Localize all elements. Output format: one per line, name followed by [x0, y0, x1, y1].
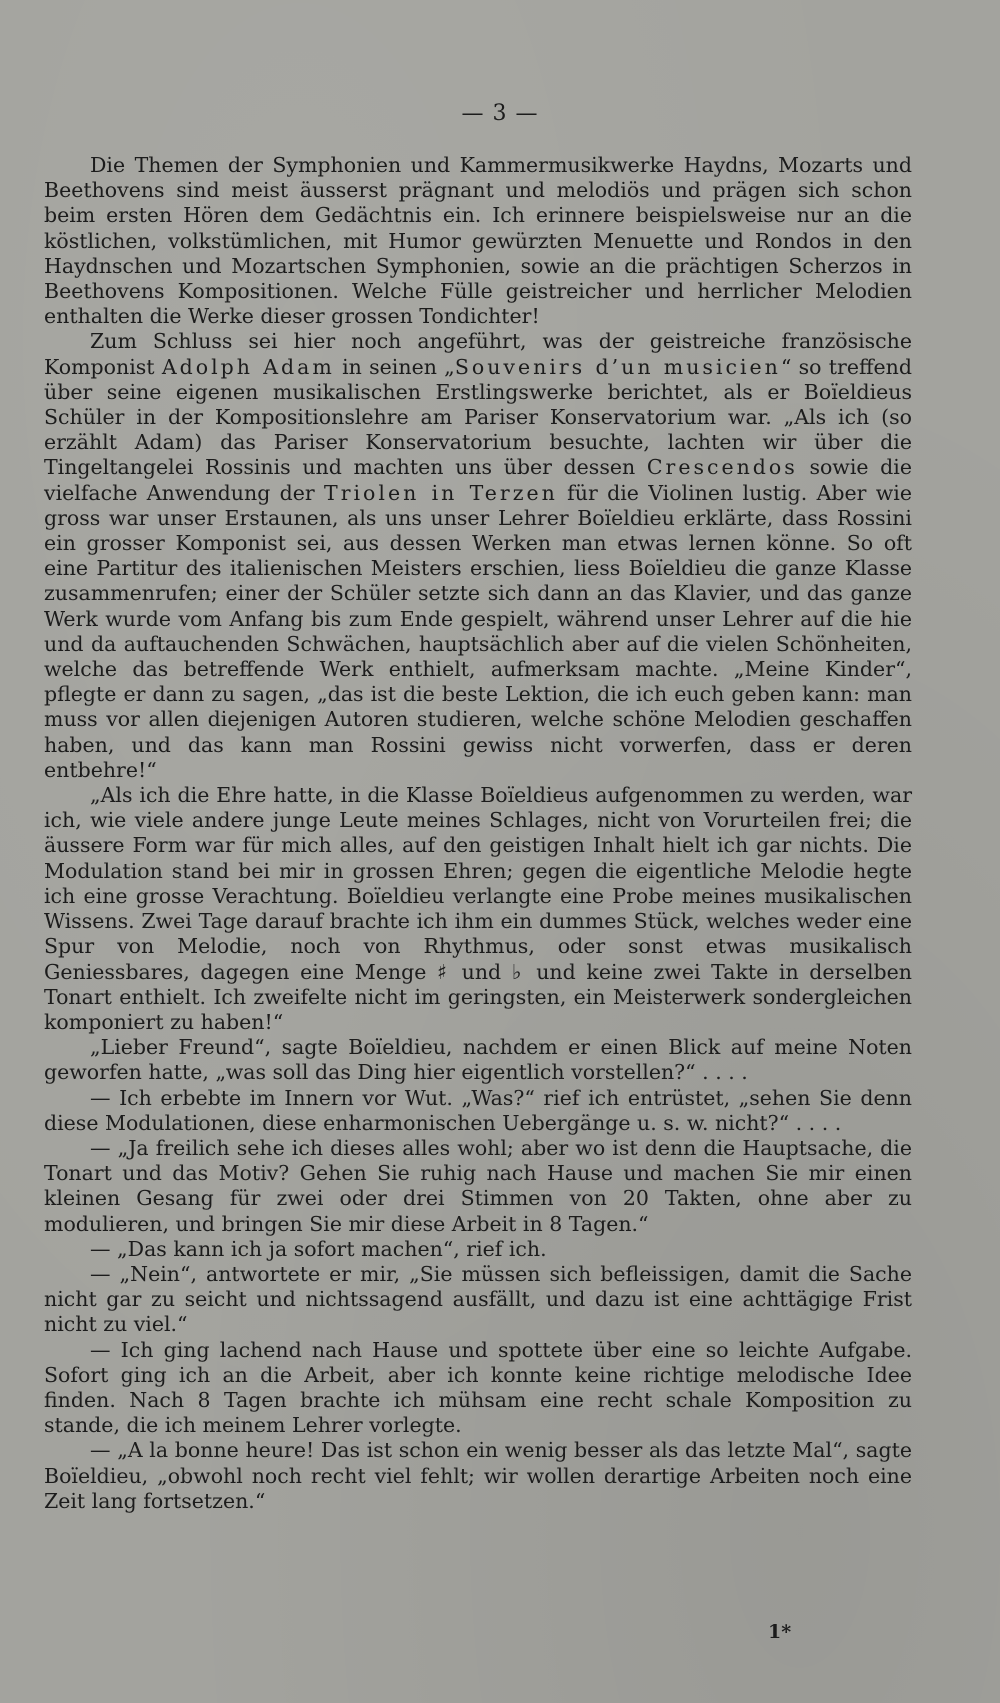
paragraph-text: “ so treffend über seine eigenen musikalischen Erstlingswerke berichtet, als er Boïeldieus Schüler in der Kompositionslehre am Pariser Konservatorium war. „Als ich (so erzählt Adam) das Pariser Konservatorium besuchte, lachten wir über die Tingeltangelei Rossinis und machten uns über dessen	[44, 354, 912, 480]
paragraph-ehre	[44, 783, 912, 1035]
paragraph-text: in seinen „	[334, 354, 455, 379]
paragraph-text: — Ich erbebte im Innern vor Wut. „Was?“ rief ich entrüstet, „sehen Sie denn diese Modulationen, diese enharmonischen Uebergänge u. s. w. nicht?“ . . . .	[44, 1085, 912, 1135]
paragraph-text: — „Das kann ich ja sofort machen“, rief ich.	[90, 1236, 547, 1261]
paragraph-text: — Ich ging lachend nach Hause und spottete über eine so leichte Aufgabe. Sofort ging ich an die Arbeit, aber ich konnte keine richtige melodische Idee finden. Nach 8 Tagen brachte ich mühsam eine recht schale Komposition zu stande, die ich meinem Lehrer vorlegte.	[44, 1337, 912, 1438]
paragraph-text: „Lieber Freund“, sagte Boïeldieu, nachdem er einen Blick auf meine Noten geworfen hatte, „was soll das Ding hier eigentlich vorstellen?“ . . . .	[44, 1035, 912, 1085]
paragraph-text: Die Themen der Symphonien und Kammermusikwerke Haydns, Mozarts und Beethovens sind meist äusserst prägnant und melodiös und prägen sich schon beim ersten Hören dem Gedächtnis ein. Ich erinnere beispielsweise nur an die köstlichen, volkstümlichen, mit Humor gewürzten Menuette und Rondos in den Haydnschen und Mozartschen Symphonien, sowie an die prächtigen Scherzos in Beethovens Kompositionen. Welche Fülle geistreicher und herrlicher Melodien enthalten die Werke dieser grossen Tondichter!	[44, 153, 912, 329]
paragraph-lieber-freund	[44, 1035, 912, 1085]
paragraph-text: — „A la bonne heure! Das ist schon ein wenig besser als das letzte Mal“, sagte Boïeldieu, „obwohl noch recht viel fehlt; wir wollen derartige Arbeiten noch eine Zeit lang fortsetzen.“	[44, 1438, 912, 1513]
paragraph-text: — „Ja freilich sehe ich dieses alles wohl; aber wo ist denn die Hauptsache, die Tonart und das Motiv? Gehen Sie ruhig nach Hause und machen Sie mir einen kleinen Gesang für zwei oder drei Stimmen von 20 Takten, ohne aber zu modulieren, und bringen Sie mir diese Arbeit in 8 Tagen.“	[44, 1135, 912, 1236]
book-title: Souvenirs d’un musicien	[454, 354, 781, 379]
paragraph-text: — „Nein“, antwortete er mir, „Sie müssen sich befleissigen, damit die Sache nicht gar zu seicht und nichtssagend ausfällt, und dazu ist eine achttägige Frist nicht zu viel.“	[44, 1261, 912, 1337]
paragraph-sofort	[44, 1237, 912, 1262]
composer-name: Adolph Adam	[161, 354, 335, 379]
paragraph-themen	[44, 153, 912, 329]
paragraph-nein	[44, 1262, 912, 1338]
paragraph-text: für die Violinen lustig. Aber wie gross war unser Erstaunen, als uns unser Lehrer Boïeldieu erklärte, dass Rossini ein grosser Komponist sei, aus dessen Werken man etwas lernen könne. So oft eine Partitur des italienischen Meisters erschien, liess Boïeldieu die ganze Klasse zusammenrufen; einer der Schüler setzte sich dann an das Klavier, und das ganze Werk wurde vom Anfang bis zum Ende gespielt, während unser Lehrer auf die hie und da auftauchenden Schwächen, hauptsächlich aber auf die vielen Schönheiten, welche das betreffende Werk enthielt, aufmerksam machte. „Meine Kinder“, pflegte er dann zu sagen, „das ist die beste Lektion, die ich euch geben kann: man muss vor allen diejenigen Autoren studieren, welche schöne Melodien geschaffen haben, und das kann man Rossini gewiss nicht vorwerfen, dass er deren entbehre!“	[44, 480, 912, 782]
body-text	[44, 153, 912, 1514]
paragraph-text: „Als ich die Ehre hatte, in die Klasse Boïeldieus aufgenommen zu werden, war ich, wie viele andere junge Leute meines Schlages, nicht von Vorurteilen frei; die äussere Form war für mich alles, auf den geistigen Inhalt hielt ich gar nichts. Die Modulation stand bei mir in grossen Ehren; gegen die eigentliche Melodie hegte ich eine grosse Verachtung. Boïeldieu verlangte eine Probe meines musikalischen Wissens. Zwei Tage darauf brachte ich ihm ein dummes Stück, welches weder eine Spur von Melodie, noch von Rhythmus, oder sonst etwas musikalisch Geniessbares, dagegen eine Menge ♯ und ♭ und keine zwei Takte in derselben Tonart enthielt. Ich zweifelte nicht im geringsten, ein Meisterwerk sondergleichen komponiert zu haben!“	[44, 783, 912, 1034]
emphasis-crescendos: Crescendos	[646, 455, 798, 480]
emphasis-triolen: Triolen in Terzen	[324, 480, 558, 505]
paragraph-bonne-heure	[44, 1438, 912, 1514]
paragraph-hauptsache	[44, 1136, 912, 1237]
paragraph-wut	[44, 1086, 912, 1136]
paragraph-text: Zum Schluss sei hier noch angeführt, was der geistreiche französische Komponist	[44, 329, 912, 379]
paragraph-adam	[44, 329, 912, 783]
page-number: — 3 —	[461, 101, 539, 126]
paragraph-lachend	[44, 1338, 912, 1439]
signature-mark: 1*	[768, 1621, 792, 1643]
paragraph-text: sowie die vielfache Anwendung der	[44, 455, 912, 505]
